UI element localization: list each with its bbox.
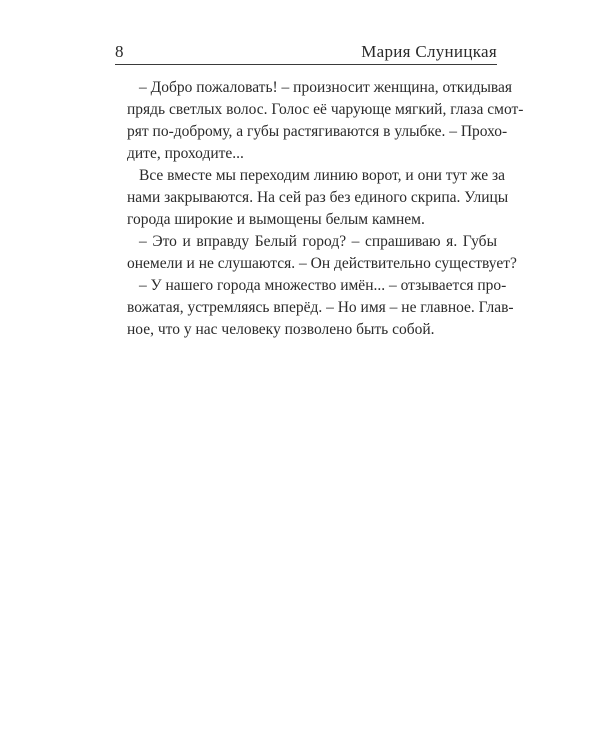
text-line: онемели и не слушаются. – Он действительно существует? bbox=[127, 255, 517, 272]
text-line: ное, что у нас человеку позволено быть собой. bbox=[127, 321, 435, 338]
text-line: дите, проходите... bbox=[127, 145, 244, 162]
paragraph-4 bbox=[115, 275, 514, 341]
paragraph-3 bbox=[115, 231, 517, 275]
text-line: – Добро пожаловать! – произносит женщина, откидывая bbox=[139, 79, 513, 96]
text-line: Все вместе мы переходим линию ворот, и они тут же за bbox=[139, 167, 506, 184]
text-line: прядь светлых волос. Голос её чарующе мягкий, глаза смот- bbox=[127, 101, 524, 118]
text-line: города широкие и вымощены белым камнем. bbox=[127, 211, 425, 228]
page-header bbox=[115, 40, 497, 65]
text-line: нами закрываются. На сей раз без единого скрипа. Улицы bbox=[127, 189, 509, 206]
text-line: – У нашего города множество имён... – отзывается про- bbox=[139, 277, 507, 294]
text-line: – Это и вправду Белый город? – спрашиваю я. Губы bbox=[139, 233, 497, 250]
paragraph-2 bbox=[115, 165, 509, 231]
running-title: Мария Слуницкая bbox=[361, 42, 497, 61]
paragraph-1 bbox=[115, 77, 524, 165]
body-text bbox=[115, 77, 524, 341]
page-number: 8 bbox=[115, 42, 124, 61]
text-line: рят по-доброму, а губы растягиваются в улыбке. – Прохо- bbox=[127, 123, 508, 140]
text-line: вожатая, устремляясь вперёд. – Но имя – не главное. Глав- bbox=[127, 299, 514, 316]
